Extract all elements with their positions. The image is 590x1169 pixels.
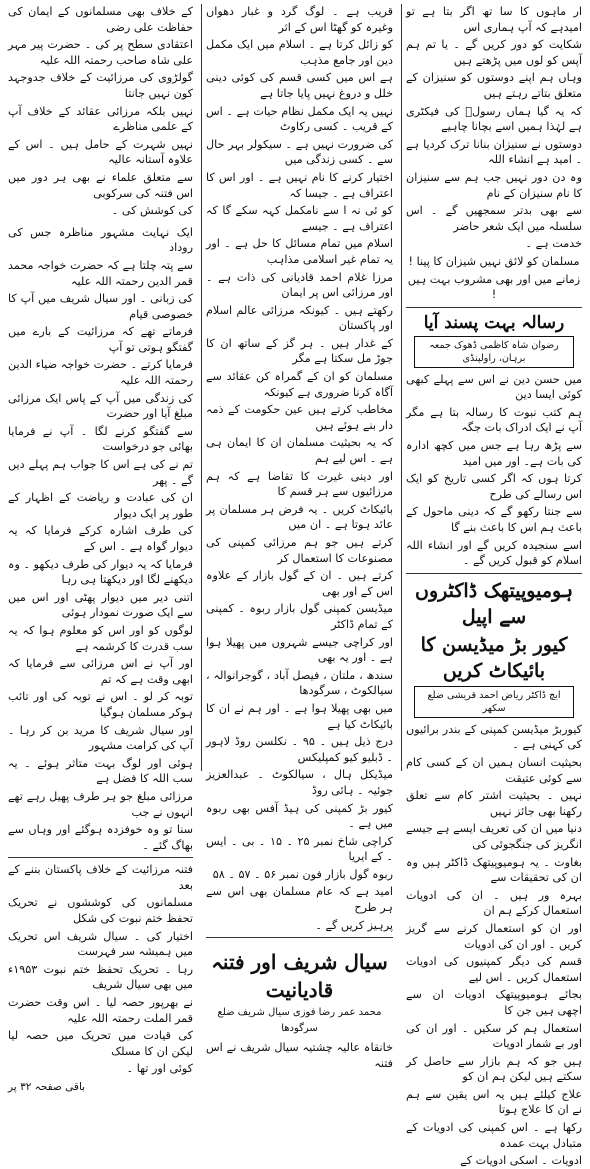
text-line: بائیکاٹ کریں ۔ یہ فرض ہر مسلمان پر عائد ہوتا ہے ۔ ان میں — [206, 502, 393, 532]
text-line: کہ یہ گیا ہماں رسولؐ کی فیکٹری ہے لہٰذا ہمیں اسے بچانا چاہیے — [406, 104, 582, 134]
text-line: کی کوشش کی ۔ — [111, 204, 193, 218]
text-line: خانقاہ عالیہ چشتیہ سیال شریف نے اس فتنہ — [206, 1041, 393, 1071]
article-paragraph — [206, 4, 393, 933]
text-line: دنیا میں ان کی تعریف ایسے ہے جیسے انگریز کی جنگجوئی کی — [406, 822, 582, 851]
text-line: فتنہ مرزائیت کے خلاف پاکستان بننے کے بعد — [8, 863, 193, 892]
text-line: علاج کیلئے ہیں یہ اس یقین سے ہم نے ان کا علاج ہوتا — [406, 1087, 582, 1117]
column-left — [4, 4, 197, 1093]
text-line: رکھتے ہیں ۔ کیونکہ مرزائی عالم اسلام اور پاکستان — [206, 303, 393, 333]
text-line: مرزائی مبلغ جو ہر طرف پھیل رہے تھے انہوں نے جب — [8, 789, 193, 819]
text-line: دوستوں نے سنیزان بنانا ترک کردیا ہے ۔ امید ہے انشاء اللہ — [406, 137, 582, 167]
article-paragraph — [8, 862, 193, 1077]
text-line: کرتے ہیں جو ہم مرزائی کمپنی کی مصنوعات کا استعمال کر — [206, 536, 393, 565]
text-line: کراچی شاخ نمبر ۲۵ ۔ ۱۵ ۔ بی ۔ ایس ۔ کے ایریا — [206, 834, 393, 864]
text-line: کیور بڑ کمپنی کی ہیڈ آفس بھی ربوہ میں ہے ۔ — [206, 801, 393, 831]
text-line: کے خلاف بھی مسلمانوں کے ایمان کی حفاظت علی رضی — [8, 5, 193, 34]
text-line: فرماتے تھے کہ مرزائیت کے بارے میں گفتگو ہوتی تو آپ — [8, 325, 193, 354]
text-line: کی طرف اشارہ کرکے فرمایا کہ یہ دیوار گواہ ہے ۔ اس کے — [8, 524, 193, 553]
text-line: نہیں شہرت کے حامل ہیں ۔ اس کے علاوہ آستانہ عالیہ — [8, 137, 193, 167]
text-line: رکھا ہے ۔ اس کمپنی کی ادویات کے متبادل بہت عمدہ — [406, 1121, 582, 1150]
text-line: قسم کی دیگر کمپنیوں کی ادویات استعمال کریں ۔ اس لیے — [406, 955, 582, 984]
text-line: ہم کتب نبوت کا رسالہ بتا ہے مگر آپ نے ایک ادراک بات جگہ — [406, 405, 582, 435]
text-line: ایک نہایت مشہور مناظرہ جس کی روداد — [8, 225, 193, 255]
poem-couplet — [406, 254, 582, 303]
article-paragraph — [8, 225, 193, 854]
text-line: کوئی اور تھا ۔ — [126, 1062, 193, 1076]
text-line: کرتے ہیں ۔ ان کے گول بازار کے علاوہ اس کے اور بھی — [206, 569, 393, 598]
heading-byline-box: رضوان شاہ کاظمی ڈھوک جمعہ برہان، راولپنڈی — [414, 336, 574, 368]
text-line: میں حسن دین نے اس سے پہلے کبھی کوئی ایسا دین — [406, 372, 582, 402]
text-line: سنا تو وہ خوفزدہ ہوگئے اور وہاں سے بھاگ گئے ۔ — [8, 823, 193, 852]
text-line: مسلمانوں کی کوششوں نے تحریک تحفظ ختم نبوت کی شکل — [8, 896, 193, 926]
text-line: کو ئی نہ ا سے نامکمل کہہ سکے گا کہ اعتراف ہے ۔ جیسے — [206, 204, 393, 233]
text-line: ربوہ گول بازار فون نمبر ۵۶ ۔ ۵۷ ۔ ۵۸ — [212, 867, 393, 881]
text-line: کیوربڑ میڈیسن کمپنی کے بندر برائیوں کی کہنی ہے ۔ — [406, 722, 582, 752]
text-line: بجائے ہومیوپیتھک ادویات ان سے اچھی ہیں جن کا — [406, 988, 582, 1017]
text-line: ادویات ۔ اسکی ادویات کے — [460, 1154, 582, 1168]
column-right — [401, 4, 586, 1168]
text-line: ہے اس میں کسی قسم کی کوئی دینی خلل و دروغ نہیں پایا جاتا ہے — [206, 71, 393, 100]
text-line: کی قیادت میں تحریک میں حصہ لیا لیکن ان کا مسلک — [8, 1029, 193, 1058]
text-line: کی ضرورت نہیں ہے ۔ سیکولر بہر حال سے ۔ کسی زندگی میں — [206, 137, 393, 167]
text-line: اسلام میں تمام مسائل کا حل ہے ۔ اور یہ تمام غیر اسلامی مذاہب — [206, 237, 393, 266]
text-line: میں بھی پھیلا ہوا ہے ۔ اور ہم نے ان کا بائیکاٹ کیا ہے — [206, 701, 393, 731]
text-line: کی زبانی ۔ اور سیال شریف میں آپ کا خصوصی قیام — [8, 292, 193, 321]
section-heading: رسالہ بہت پسند آیا — [423, 312, 565, 333]
text-line: تم نے کی ہے اس کا جواب ہم پہلے دیں گے ۔ پھر — [8, 458, 193, 487]
text-line: امید ہے کہ عام مسلمان بھی اس سے ہر طرح — [206, 885, 393, 915]
text-line: درج ذیل ہیں ۔ ۹۵ ۔ نکلسن روڈ لاہور ۔ ڈبلیو کیو کمپلیکس — [206, 735, 393, 764]
text-line: لوگوں کو اور اس کو معلوم ہوا کہ یہ سب قدرت کا کرشمہ ہے — [8, 623, 193, 653]
poem-line: مسلمان کو لائق نہیں شیزان کا پینا ! — [408, 254, 580, 268]
text-line: نہیں یہ ایک مکمل نظام حیات ہے ۔ اس کے قریب ۔ کسی رکاوٹ — [206, 104, 393, 134]
text-line: مخاطب کرتے ہیں عین حکومت کے ذمہ دار بنے ہوئے ہیں — [206, 403, 393, 432]
text-line: ان کی عبادت و ریاضت کے اظہار کے طور پر ایک دیوار — [8, 491, 193, 520]
text-line: قریب ہے ۔ لوگ گرد و غبار دھواں وغیرہ کو گھٹا اس کے اثر — [206, 5, 393, 34]
text-line: اختیار کی ۔ سیال شریف اس تحریک میں ہمیشہ سر فہرست — [8, 929, 193, 959]
text-line: ہوئی اور لوگ بہت متاثر ہوئے ۔ یہ سب اللہ کا فضل ہے — [8, 756, 193, 786]
text-line: توبہ کر لو ۔ اس نے توبہ کی اور تائب ہوکر مسلمان ہوگیا — [8, 690, 193, 719]
text-line: ار ماہوں کا سا تھ اگر بتا ہے تو امیدہے کہ آپ ہماری اس — [406, 5, 582, 34]
text-line: کی زندگی میں آپ کے پاس ایک مرزائی مبلغ آیا اور حضرت — [8, 391, 193, 421]
text-line: سے متعلق علماء نے بھی ہر دور میں اس فتنہ کی سرکوبی — [8, 170, 193, 200]
text-line: اور آپ نے اس مرزائی سے فرمایا کہ ابھی وقت ہے کہ تم — [8, 657, 193, 686]
text-line: کے غدار ہیں ۔ ہر گز کے ساتھ ان کا جوڑ مل سکتا ہے مگر — [206, 336, 393, 366]
appeal-subheading: کیور بڑ میڈیسن کا بائیکاٹ کریں — [420, 633, 568, 682]
article-paragraph — [8, 4, 193, 219]
column-middle — [201, 4, 397, 1071]
text-line: کہ یہ بحیثیت مسلمان ان کا ایمان ہی ہے ۔ اس لیے ہم — [206, 436, 393, 466]
text-line: وہاں ہم اپنے دوستوں کو سنیزان کے متعلق بتاتے رہتے ہیں — [406, 71, 582, 100]
text-line: میڈیسن کمپنی گول بازار ربوہ ۔ کمپنی کے تمام ڈاکٹر — [206, 602, 393, 631]
appeal-heading: ہومیوپیتھک ڈاکٹروں سے اپیل — [415, 579, 573, 628]
text-line: اعتقادی سطح پر کی ۔ حضرت پیر مہر علی شاہ صاحب رحمتہ اللہ علیہ — [8, 38, 193, 67]
text-line: اختیار کرنے کا نام نہیں ہے ۔ اور اس کا اعتراف ہے ۔ جیسا کہ — [206, 170, 393, 200]
text-line: میڈیکل ہال ، سیالکوٹ ۔ عبدالعزیز جوئیہ ۔ ہائی روڈ — [206, 768, 393, 797]
text-line: بغاوت ۔ یہ ہومیوپیتھک ڈاکٹر ہیں وہ ان کی تحقیقات سے — [406, 855, 582, 885]
text-line: رہا ۔ تحریک تحفظ ختم نبوت ۱۹۵۳ء میں بھی سیال شریف — [8, 962, 193, 992]
text-line: اور کراچی جیسے شہروں میں پھیلا ہوا ہے ۔ اور یہ بھی — [206, 635, 393, 665]
text-line: کرتا ہوں کہ اگر کسی تاریخ کو ایک اس رسالے کی طرح — [406, 472, 582, 501]
text-line: شکایت کو دور کریں گے ۔ یا تم ہم آپس کو لوں میں پڑھتے ہیں — [406, 38, 582, 67]
text-line: سے بھی بدتر سمجھیں گے ۔ اس سلسلہ میں ایک شعر حاضر — [406, 204, 582, 233]
bottom-byline: محمد عمر رضا فوزی سیال شریف ضلع سرگودھا — [217, 1007, 382, 1034]
text-line: اور سیال شریف کا مرید بن کر رہا ۔ آپ کی کرامت مشہور — [8, 723, 193, 753]
text-line: فرمایا کہ یہ دیوار کی طرف دیکھو ۔ وہ دیکھنے لگا اور دیکھتا ہی رہا — [8, 557, 193, 587]
text-line: مرزا غلام احمد قادیانی کی ذات ہے ۔ اور مرزائی اس پر ایمان — [206, 270, 393, 300]
intro-paragraph — [406, 4, 582, 252]
text-line: پرہیز کریں گے ۔ — [315, 918, 393, 932]
text-line: فرمایا کرتے ۔ حضرت خواجہ ضیاء الدین رحمتہ اللہ علیہ — [8, 358, 193, 388]
letter-paragraph — [406, 372, 582, 569]
divider — [406, 307, 582, 308]
text-line: مسلمان کو ان کے گمراہ کن عقائد سے آگاہ کرنا ضروری ہے کیونکہ — [206, 370, 393, 399]
text-line: اور ان کو استعمال کرنے سے گریز کریں ۔ اور ان کی ادویات — [406, 921, 582, 951]
text-line: بہرہ ور ہیں ۔ ان کی ادویات استعمال کرکے ہم ان — [406, 888, 582, 918]
text-line: سے جنتا رکھو گے کہ دینی ماحول کے باعث ہم اس کا باعث بنے گا — [406, 505, 582, 535]
text-line: نہیں ۔ بحیثیت اشتر کام سے تعلق رکھنا بھی جائز نہیں — [406, 789, 582, 818]
text-line: ہیں جو کہ ہم بازار سے حاصل کر سکتے ہیں لیکن ہم ان کو — [406, 1054, 582, 1084]
text-line: سے گفتگو کرنے لگا ۔ آپ نے فرمایا بھائی جو درخواست — [8, 424, 193, 454]
text-line: سندھ ، ملتان ، فیصل آباد ، گوجرانوالہ ، سیالکوٹ ، سرگودھا — [206, 668, 393, 698]
text-line: سے پتہ چلتا ہے کہ حضرت خواجہ محمد قمر الدین رحمتہ اللہ علیہ — [8, 258, 193, 288]
text-line: اور دینی غیرت کا تقاضا ہے کہ ہم مرزائیوں سے ہر قسم کا — [206, 469, 393, 499]
continued-on-page-note: باقی صفحہ ۳۲ پر — [8, 1081, 86, 1093]
text-line: اسے سنجیدہ کریں گے اور انشاء اللہ اسلام کو قبول کریں گے ۔ — [406, 538, 582, 568]
text-line: سے پڑھ رہا ہے جس میں کچھ ادارہ کی بات ہے۔ اور میں امید — [406, 439, 582, 468]
text-line: نے بھرپور حصہ لیا ۔ اس وقت حضرت قمر الملت رحمتہ اللہ علیہ — [8, 996, 193, 1025]
divider — [206, 937, 393, 938]
text-line: بحیثیت انسان ہمیں ان کے کسی کام سے کوئی عتیقت — [406, 756, 582, 785]
text-line: وہ دن دور نہیں جب ہم سے سنیزان کا نام سنیزان کے نام — [406, 170, 582, 200]
text-line: گولڑوی کی مرزائیت کے خلاف جدوجہد کون نہیں جانتا — [8, 71, 193, 100]
divider — [8, 857, 193, 858]
text-line: اتنی دیر میں دیوار پھٹی اور اس میں سے ایک صورت نمودار ہوئی — [8, 590, 193, 620]
poem-line: زمانے میں اور بھی مشروب بہت ہیں ! — [407, 272, 581, 302]
text-line: استعمال ہم کر سکیں ۔ اور ان کی اور بے شمار ادویات — [406, 1021, 582, 1051]
text-line: کو زائل کرتا ہے ۔ اسلام میں ایک مکمل دین اور جامع مذہب — [206, 38, 393, 67]
divider — [406, 573, 582, 574]
bottom-heading: سیال شریف اور فتنہ قادیانیت — [211, 950, 388, 1003]
appeal-paragraph — [406, 722, 582, 1169]
appeal-byline-box: ایچ ڈاکٹر ریاض احمد قریشی ضلع سکھر — [414, 686, 574, 718]
text-line: نہیں بلکہ مرزائی عقائد کے خلاف آپ کے علمی مناظرے — [8, 104, 193, 134]
text-line: خدمت ہے ۔ — [525, 237, 582, 251]
